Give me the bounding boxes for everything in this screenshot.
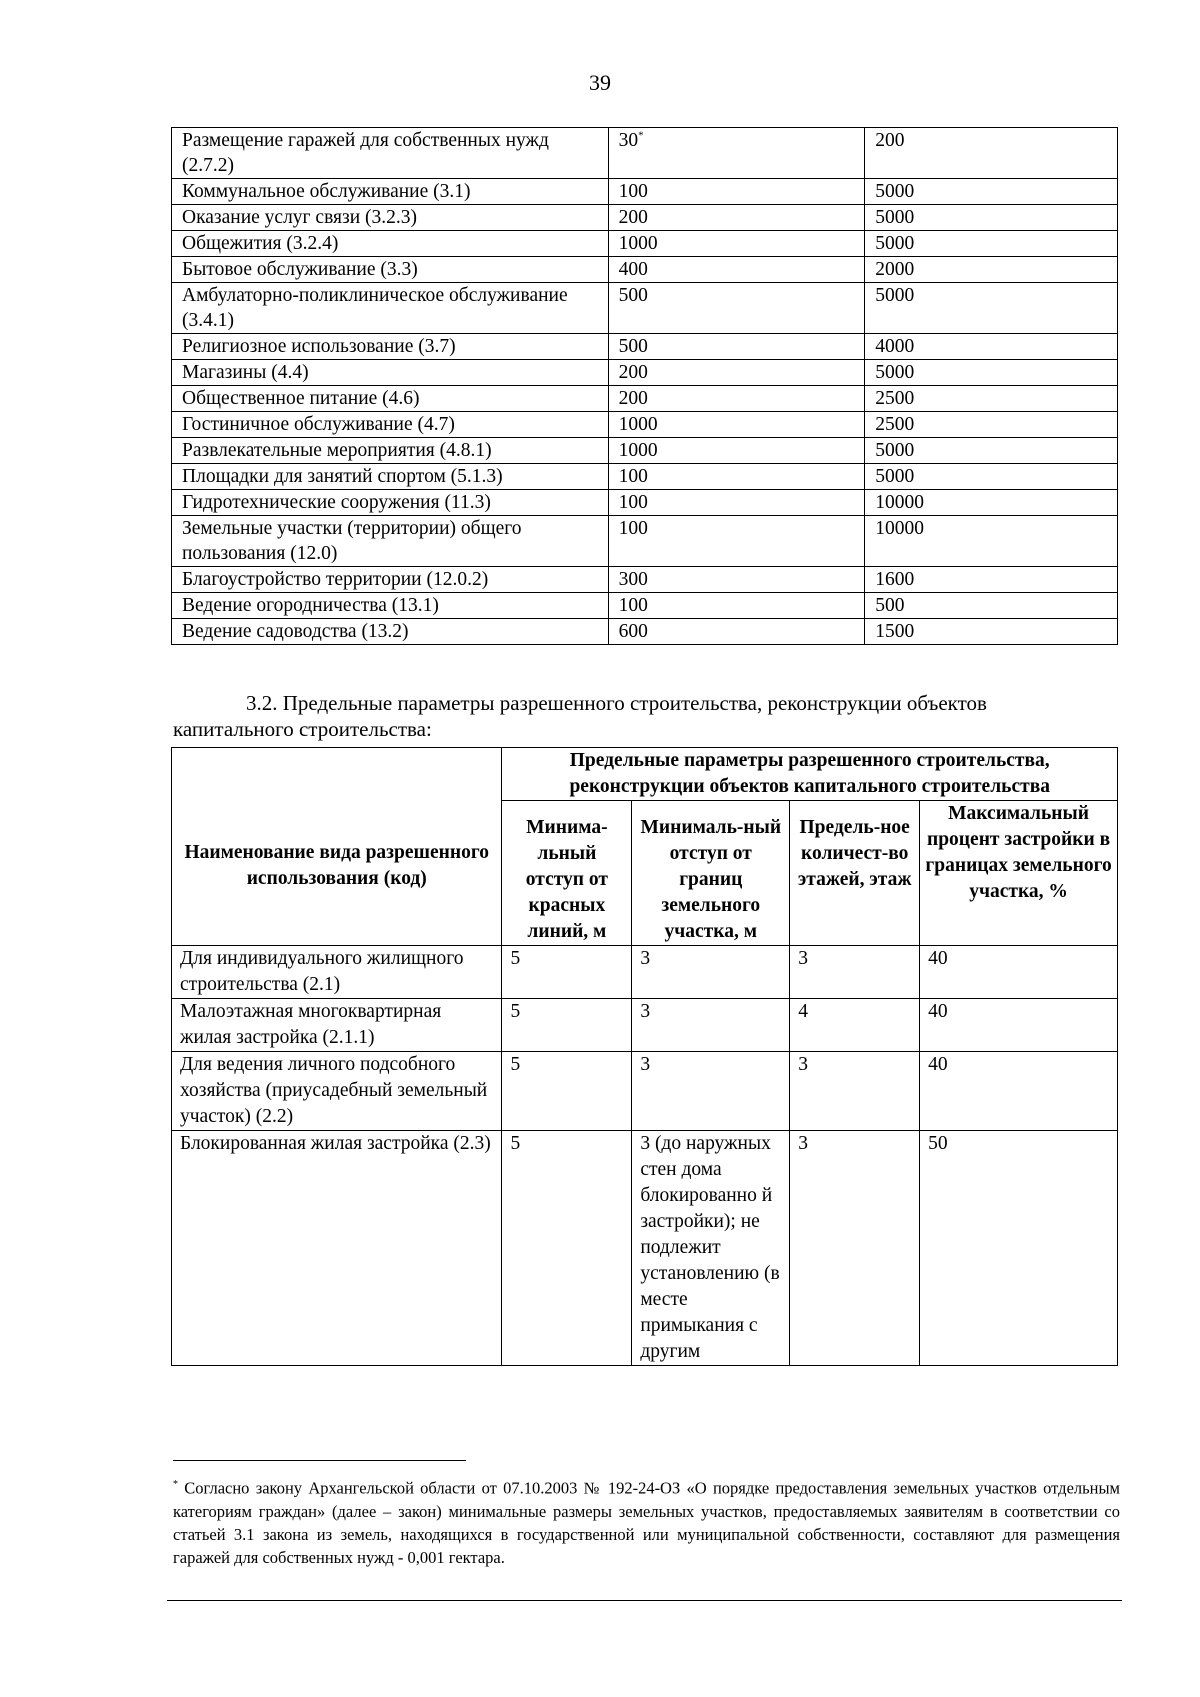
use-type-cell: Гидротехнические сооружения (11.3) (172, 490, 609, 516)
section-heading-line1: 3.2. Предельные параметры разрешенного строительства, реконструкции объектов (246, 691, 987, 715)
min-red-line-cell: 5 (502, 999, 632, 1052)
max-size-cell: 5000 (865, 283, 1118, 334)
table-row (172, 179, 1118, 205)
use-type-cell: Для ведения личного подсобного хозяйства (приусадебный земельный участок) (2.2) (172, 1052, 502, 1131)
table-row (172, 283, 1118, 334)
max-floors-cell: 3 (790, 946, 920, 999)
min-size-cell (608, 593, 865, 619)
max-size-cell: 1600 (865, 567, 1118, 593)
header-min-red-line: Минима-льный отступ от красных линий, м (502, 801, 632, 946)
max-size-cell: 5000 (865, 205, 1118, 231)
max-size-cell: 5000 (865, 179, 1118, 205)
use-type-cell: Коммунальное обслуживание (3.1) (172, 179, 609, 205)
max-size-cell: 5000 (865, 464, 1118, 490)
max-size-cell: 200 (865, 128, 1118, 179)
min-size-cell (608, 386, 865, 412)
max-coverage-cell: 50 (920, 1131, 1118, 1366)
min-size-value: 1000 (618, 414, 658, 435)
min-size-value: 600 (618, 621, 648, 642)
table-row (172, 490, 1118, 516)
min-size-cell (608, 179, 865, 205)
min-size-cell (608, 283, 865, 334)
table-row (172, 619, 1118, 645)
table-row (172, 516, 1118, 567)
max-coverage-cell: 40 (920, 999, 1118, 1052)
footnote-separator (173, 1460, 466, 1461)
header-use-type: Наименование вида разрешенного использования (код) (172, 748, 502, 946)
max-coverage-cell: 40 (920, 946, 1118, 999)
use-type-cell: Блокированная жилая застройка (2.3) (172, 1131, 502, 1366)
header-max-coverage: Максимальный процент застройки в границах земельного участка, % (920, 801, 1118, 946)
max-size-cell: 5000 (865, 231, 1118, 257)
max-floors-cell: 3 (790, 1052, 920, 1131)
min-red-line-cell: 5 (502, 946, 632, 999)
min-plot-border-cell: 3 (до наружных стен дома блокированно й застройки); не подлежит установлению (в месте примыкания с другим (632, 1131, 790, 1366)
use-type-cell: Оказание услуг связи (3.2.3) (172, 205, 609, 231)
min-size-value: 1000 (618, 233, 658, 254)
table-row (172, 999, 1118, 1052)
min-size-value: 200 (618, 207, 648, 228)
construction-parameters-table (171, 747, 1118, 1366)
table-row (172, 386, 1118, 412)
table-row (172, 567, 1118, 593)
header-max-floors: Предель-ное количест-во этажей, этаж (790, 801, 920, 946)
header-parameters-group: Предельные параметры разрешенного строительства, реконструкции объектов капитального строительства (502, 748, 1118, 801)
max-floors-cell: 4 (790, 999, 920, 1052)
max-size-cell: 2000 (865, 257, 1118, 283)
section-heading-line2: капитального строительства: (173, 717, 432, 741)
footnote-text: Согласно закону Архангельской области от 07.10.2003 № 192-24-ОЗ «О порядке предоставления земельных участков отдельным категориям граждан» (далее – закон) минимальные размеры земельных участков, предоставляемых заявителям в соответствии со статьей 3.1 закона из земель, находящихся в государственной или муниципальной собственности, составляют для размещения гаражей для собственных нужд - 0,001 гектара. (173, 1478, 1121, 1567)
min-size-cell (608, 128, 865, 179)
min-size-cell (608, 619, 865, 645)
footnote-reference: * (638, 129, 644, 142)
bottom-divider (167, 1600, 1122, 1601)
table-row (172, 334, 1118, 360)
table-row (172, 257, 1118, 283)
min-size-cell (608, 464, 865, 490)
min-size-cell (608, 516, 865, 567)
footnote (173, 1473, 1120, 1569)
max-size-cell: 2500 (865, 386, 1118, 412)
table-row (172, 464, 1118, 490)
max-size-cell: 5000 (865, 438, 1118, 464)
table-row (172, 1052, 1118, 1131)
table-row (172, 593, 1118, 619)
min-size-cell (608, 490, 865, 516)
use-type-cell: Ведение огородничества (13.1) (172, 593, 609, 619)
min-plot-border-cell: 3 (632, 999, 790, 1052)
table-row (172, 946, 1118, 999)
use-type-cell: Малоэтажная многоквартирная жилая застройка (2.1.1) (172, 999, 502, 1052)
land-plot-size-table (171, 127, 1118, 645)
min-size-cell (608, 231, 865, 257)
min-size-value: 200 (618, 388, 648, 409)
min-size-value: 400 (618, 259, 648, 280)
min-size-value: 200 (618, 362, 648, 383)
min-size-cell (608, 257, 865, 283)
use-type-cell: Религиозное использование (3.7) (172, 334, 609, 360)
min-size-value: 100 (618, 595, 648, 616)
min-size-value: 100 (618, 492, 648, 513)
footnote-mark: * (173, 1479, 178, 1490)
table-row (172, 205, 1118, 231)
max-coverage-cell: 40 (920, 1052, 1118, 1131)
max-floors-cell: 3 (790, 1131, 920, 1366)
table-row (172, 412, 1118, 438)
min-red-line-cell: 5 (502, 1052, 632, 1131)
use-type-cell: Бытовое обслуживание (3.3) (172, 257, 609, 283)
min-size-cell (608, 360, 865, 386)
page-number: 39 (589, 70, 611, 95)
use-type-cell: Развлекательные мероприятия (4.8.1) (172, 438, 609, 464)
header-min-plot-border: Минималь-ный отступ от границ земельного участка, м (632, 801, 790, 946)
min-plot-border-cell: 3 (632, 946, 790, 999)
use-type-cell: Размещение гаражей для собственных нужд (2.7.2) (172, 128, 609, 179)
min-size-cell (608, 205, 865, 231)
max-size-cell: 2500 (865, 412, 1118, 438)
min-size-value: 100 (618, 466, 648, 487)
max-size-cell: 10000 (865, 516, 1118, 567)
table-row (172, 360, 1118, 386)
use-type-cell: Благоустройство территории (12.0.2) (172, 567, 609, 593)
min-size-cell (608, 412, 865, 438)
min-size-cell (608, 438, 865, 464)
min-red-line-cell: 5 (502, 1131, 632, 1366)
use-type-cell: Общественное питание (4.6) (172, 386, 609, 412)
section-heading (173, 690, 1118, 742)
table-row (172, 128, 1118, 179)
use-type-cell: Ведение садоводства (13.2) (172, 619, 609, 645)
min-size-value: 500 (618, 336, 648, 357)
max-size-cell: 500 (865, 593, 1118, 619)
table-row (172, 438, 1118, 464)
min-size-value: 500 (618, 285, 648, 306)
max-size-cell: 10000 (865, 490, 1118, 516)
min-size-cell (608, 567, 865, 593)
min-size-cell (608, 334, 865, 360)
min-plot-border-cell: 3 (632, 1052, 790, 1131)
use-type-cell: Магазины (4.4) (172, 360, 609, 386)
use-type-cell: Земельные участки (территории) общего пользования (12.0) (172, 516, 609, 567)
min-size-value: 300 (618, 569, 648, 590)
table-row (172, 231, 1118, 257)
use-type-cell: Гостиничное обслуживание (4.7) (172, 412, 609, 438)
min-size-value: 1000 (618, 440, 658, 461)
use-type-cell: Общежития (3.2.4) (172, 231, 609, 257)
table-row (172, 1131, 1118, 1366)
min-size-value: 100 (618, 181, 648, 202)
max-size-cell: 5000 (865, 360, 1118, 386)
use-type-cell: Амбулаторно-поликлиническое обслуживание (3.4.1) (172, 283, 609, 334)
min-size-value: 30 (618, 130, 639, 151)
min-size-value: 100 (618, 518, 648, 539)
max-size-cell: 1500 (865, 619, 1118, 645)
use-type-cell: Для индивидуального жилищного строительства (2.1) (172, 946, 502, 999)
use-type-cell: Площадки для занятий спортом (5.1.3) (172, 464, 609, 490)
max-size-cell: 4000 (865, 334, 1118, 360)
